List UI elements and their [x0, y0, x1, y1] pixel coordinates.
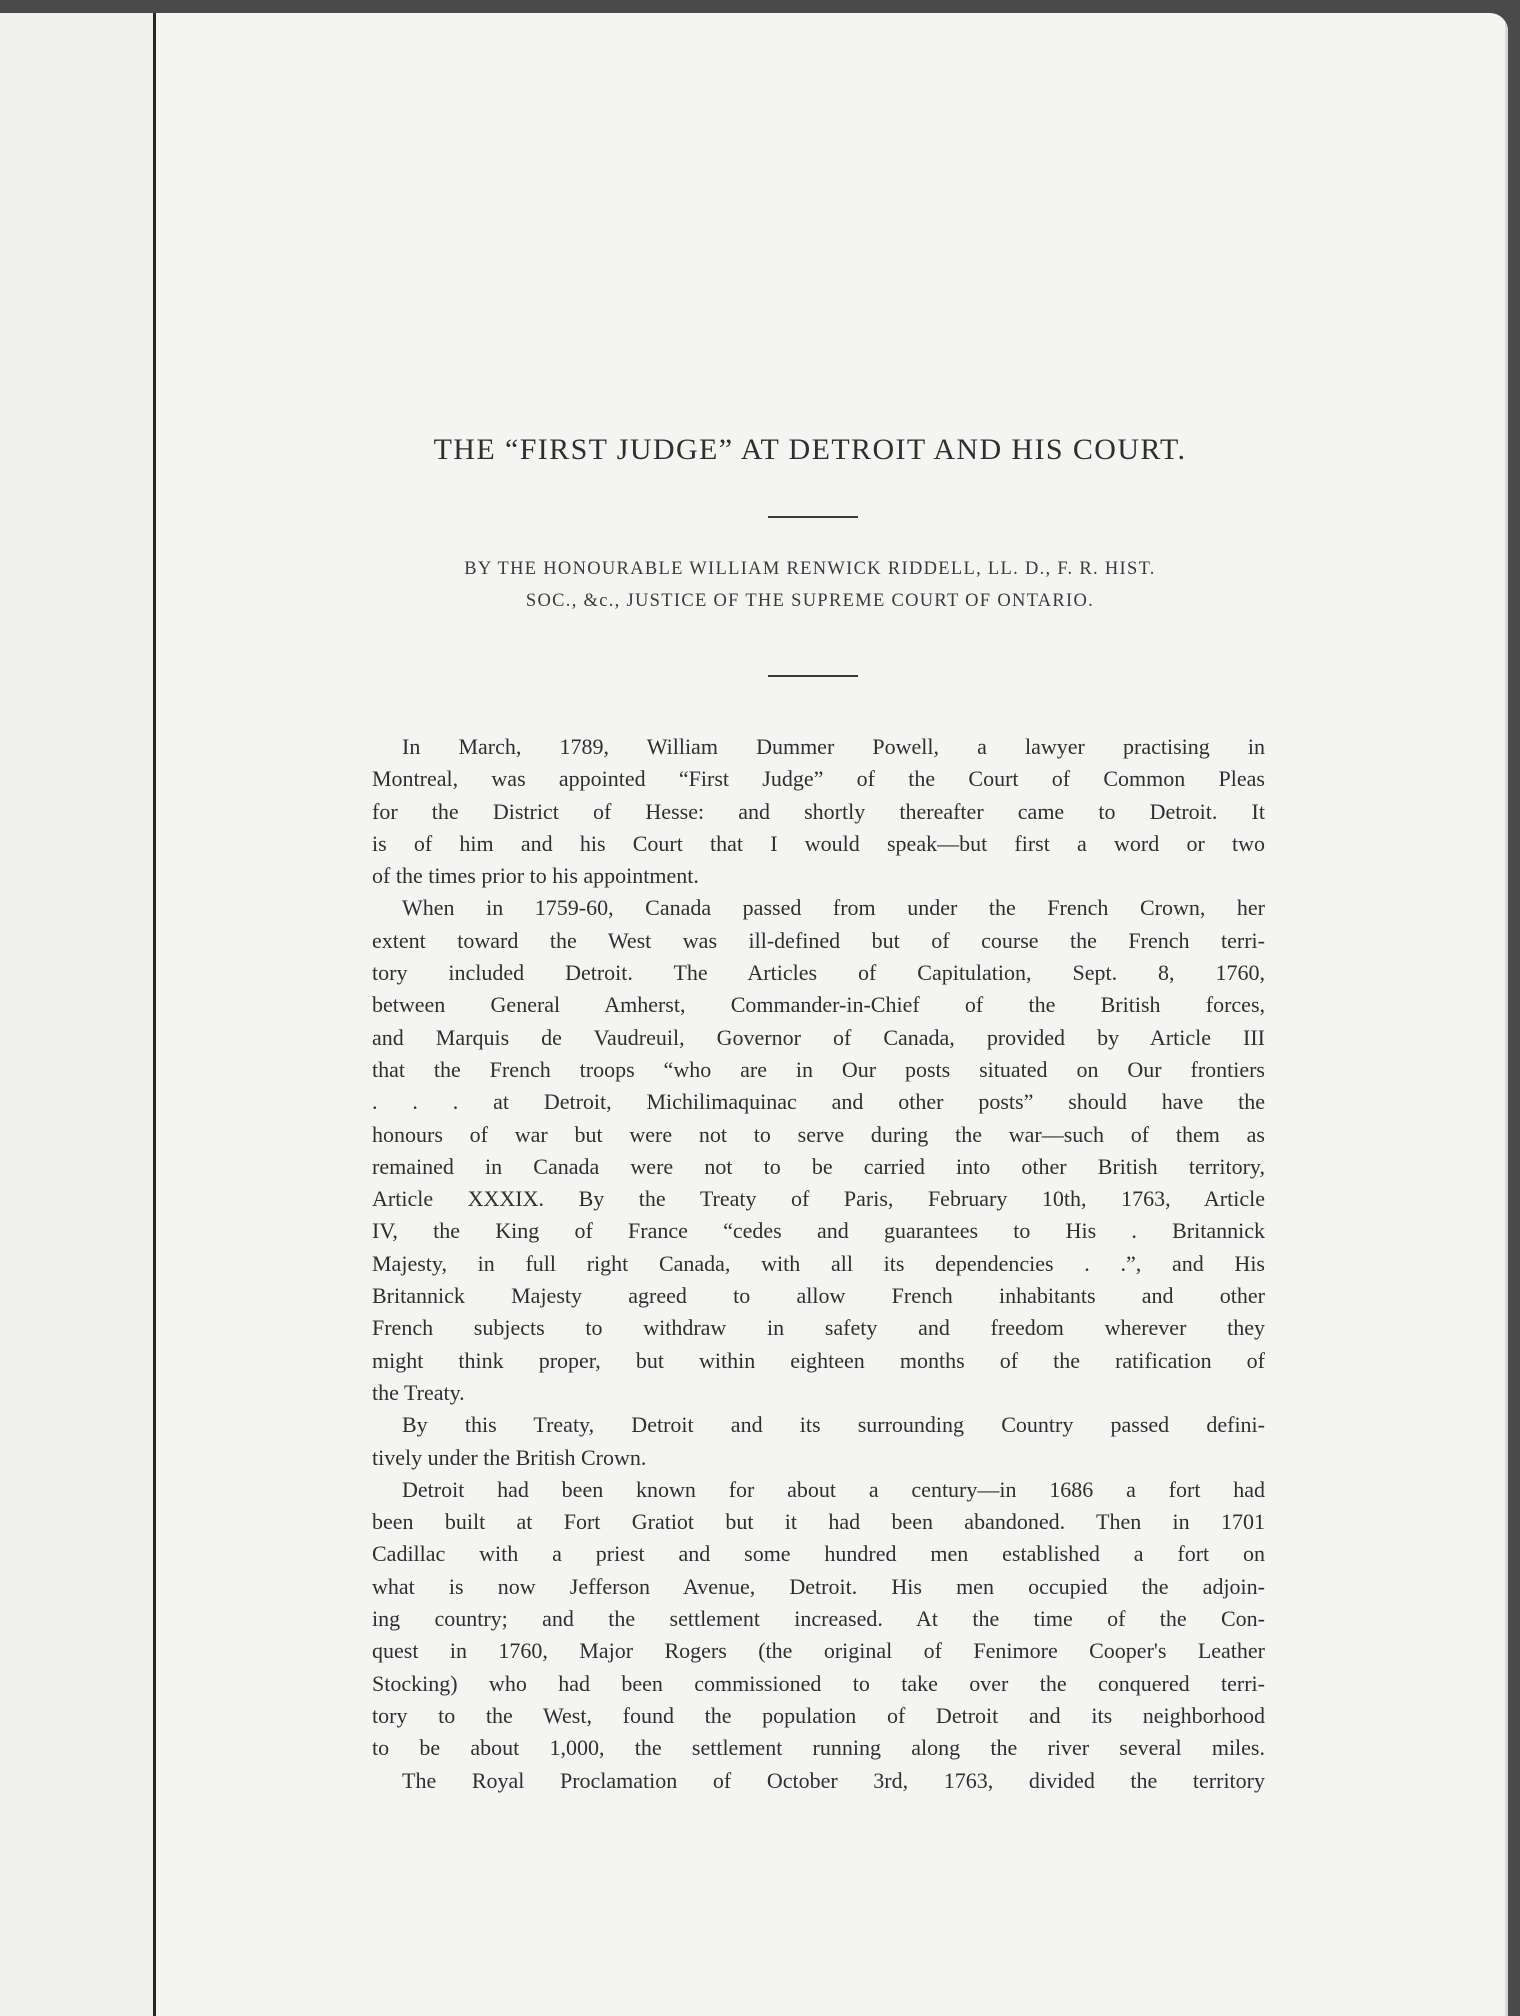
article-title: THE “FIRST JUDGE” AT DETROIT AND HIS COURT. [433, 433, 1187, 466]
body-line: . . . at Detroit, Michilimaquinac and other posts” should have the [372, 1089, 1265, 1115]
document-page [0, 13, 1508, 2016]
body-line: of the times prior to his appointment. [372, 863, 699, 889]
body-line: for the District of Hesse: and shortly thereafter came to Detroit. It [372, 798, 1265, 824]
author-byline-line-1: BY THE HONOURABLE WILLIAM RENWICK RIDDELL, LL. D., F. R. HIST. [464, 559, 1156, 579]
body-line: Majesty, in full right Canada, with all its dependencies . .”, and His [372, 1250, 1265, 1276]
body-line: Article XXXIX. By the Treaty of Paris, February 10th, 1763, Article [372, 1186, 1265, 1212]
body-line: Detroit had been known for about a century—in 1686 a fort had [402, 1476, 1265, 1502]
body-line: Cadillac with a priest and some hundred men established a fort on [372, 1541, 1265, 1567]
byline-divider [768, 675, 858, 677]
body-line: French subjects to withdraw in safety and freedom wherever they [372, 1315, 1265, 1341]
body-line: been built at Fort Gratiot but it had been abandoned. Then in 1701 [372, 1509, 1265, 1535]
author-byline-line-2: SOC., &c., JUSTICE OF THE SUPREME COURT OF ONTARIO. [525, 591, 1095, 611]
body-line: remained in Canada were not to be carried into other British territory, [372, 1153, 1265, 1179]
body-line: what is now Jefferson Avenue, Detroit. His men occupied the adjoin- [372, 1573, 1265, 1599]
body-line: Montreal, was appointed “First Judge” of the Court of Common Pleas [372, 766, 1265, 792]
body-line: When in 1759-60, Canada passed from under the French Crown, her [402, 895, 1265, 921]
body-line: The Royal Proclamation of October 3rd, 1763, divided the territory [402, 1767, 1265, 1793]
body-line: ing country; and the settlement increased. At the time of the Con- [372, 1606, 1265, 1632]
scanned-page [0, 13, 1508, 2016]
body-line: Britannick Majesty agreed to allow French inhabitants and other [372, 1283, 1265, 1309]
body-line: honours of war but were not to serve during the war—such of them as [372, 1121, 1265, 1147]
body-line: might think proper, but within eighteen months of the ratification of [372, 1347, 1265, 1373]
title-divider [768, 516, 858, 518]
body-line: IV, the King of France “cedes and guarantees to His . Britannick [372, 1218, 1265, 1244]
body-line: Stocking) who had been commissioned to take over the conquered terri- [372, 1670, 1265, 1696]
body-line: In March, 1789, William Dummer Powell, a lawyer practising in [402, 734, 1265, 759]
body-line: is of him and his Court that I would speak—but first a word or two [372, 830, 1265, 856]
body-line: between General Amherst, Commander-in-Chief of the British forces, [372, 992, 1265, 1018]
body-line: tory included Detroit. The Articles of Capitulation, Sept. 8, 1760, [372, 960, 1265, 986]
body-line: tory to the West, found the population of Detroit and its neighborhood [372, 1702, 1265, 1728]
body-line: and Marquis de Vaudreuil, Governor of Canada, provided by Article III [372, 1024, 1265, 1050]
body-line: quest in 1760, Major Rogers (the original of Fenimore Cooper's Leather [372, 1638, 1265, 1664]
article-body [372, 731, 1265, 1797]
body-line: tively under the British Crown. [372, 1444, 647, 1470]
body-line: that the French troops “who are in Our posts situated on Our frontiers [372, 1056, 1265, 1082]
body-line: extent toward the West was ill-defined but of course the French terri- [372, 927, 1265, 953]
body-line: By this Treaty, Detroit and its surrounding Country passed defini- [402, 1412, 1265, 1438]
body-line: the Treaty. [372, 1379, 465, 1405]
body-line: to be about 1,000, the settlement running along the river several miles. [372, 1735, 1265, 1761]
